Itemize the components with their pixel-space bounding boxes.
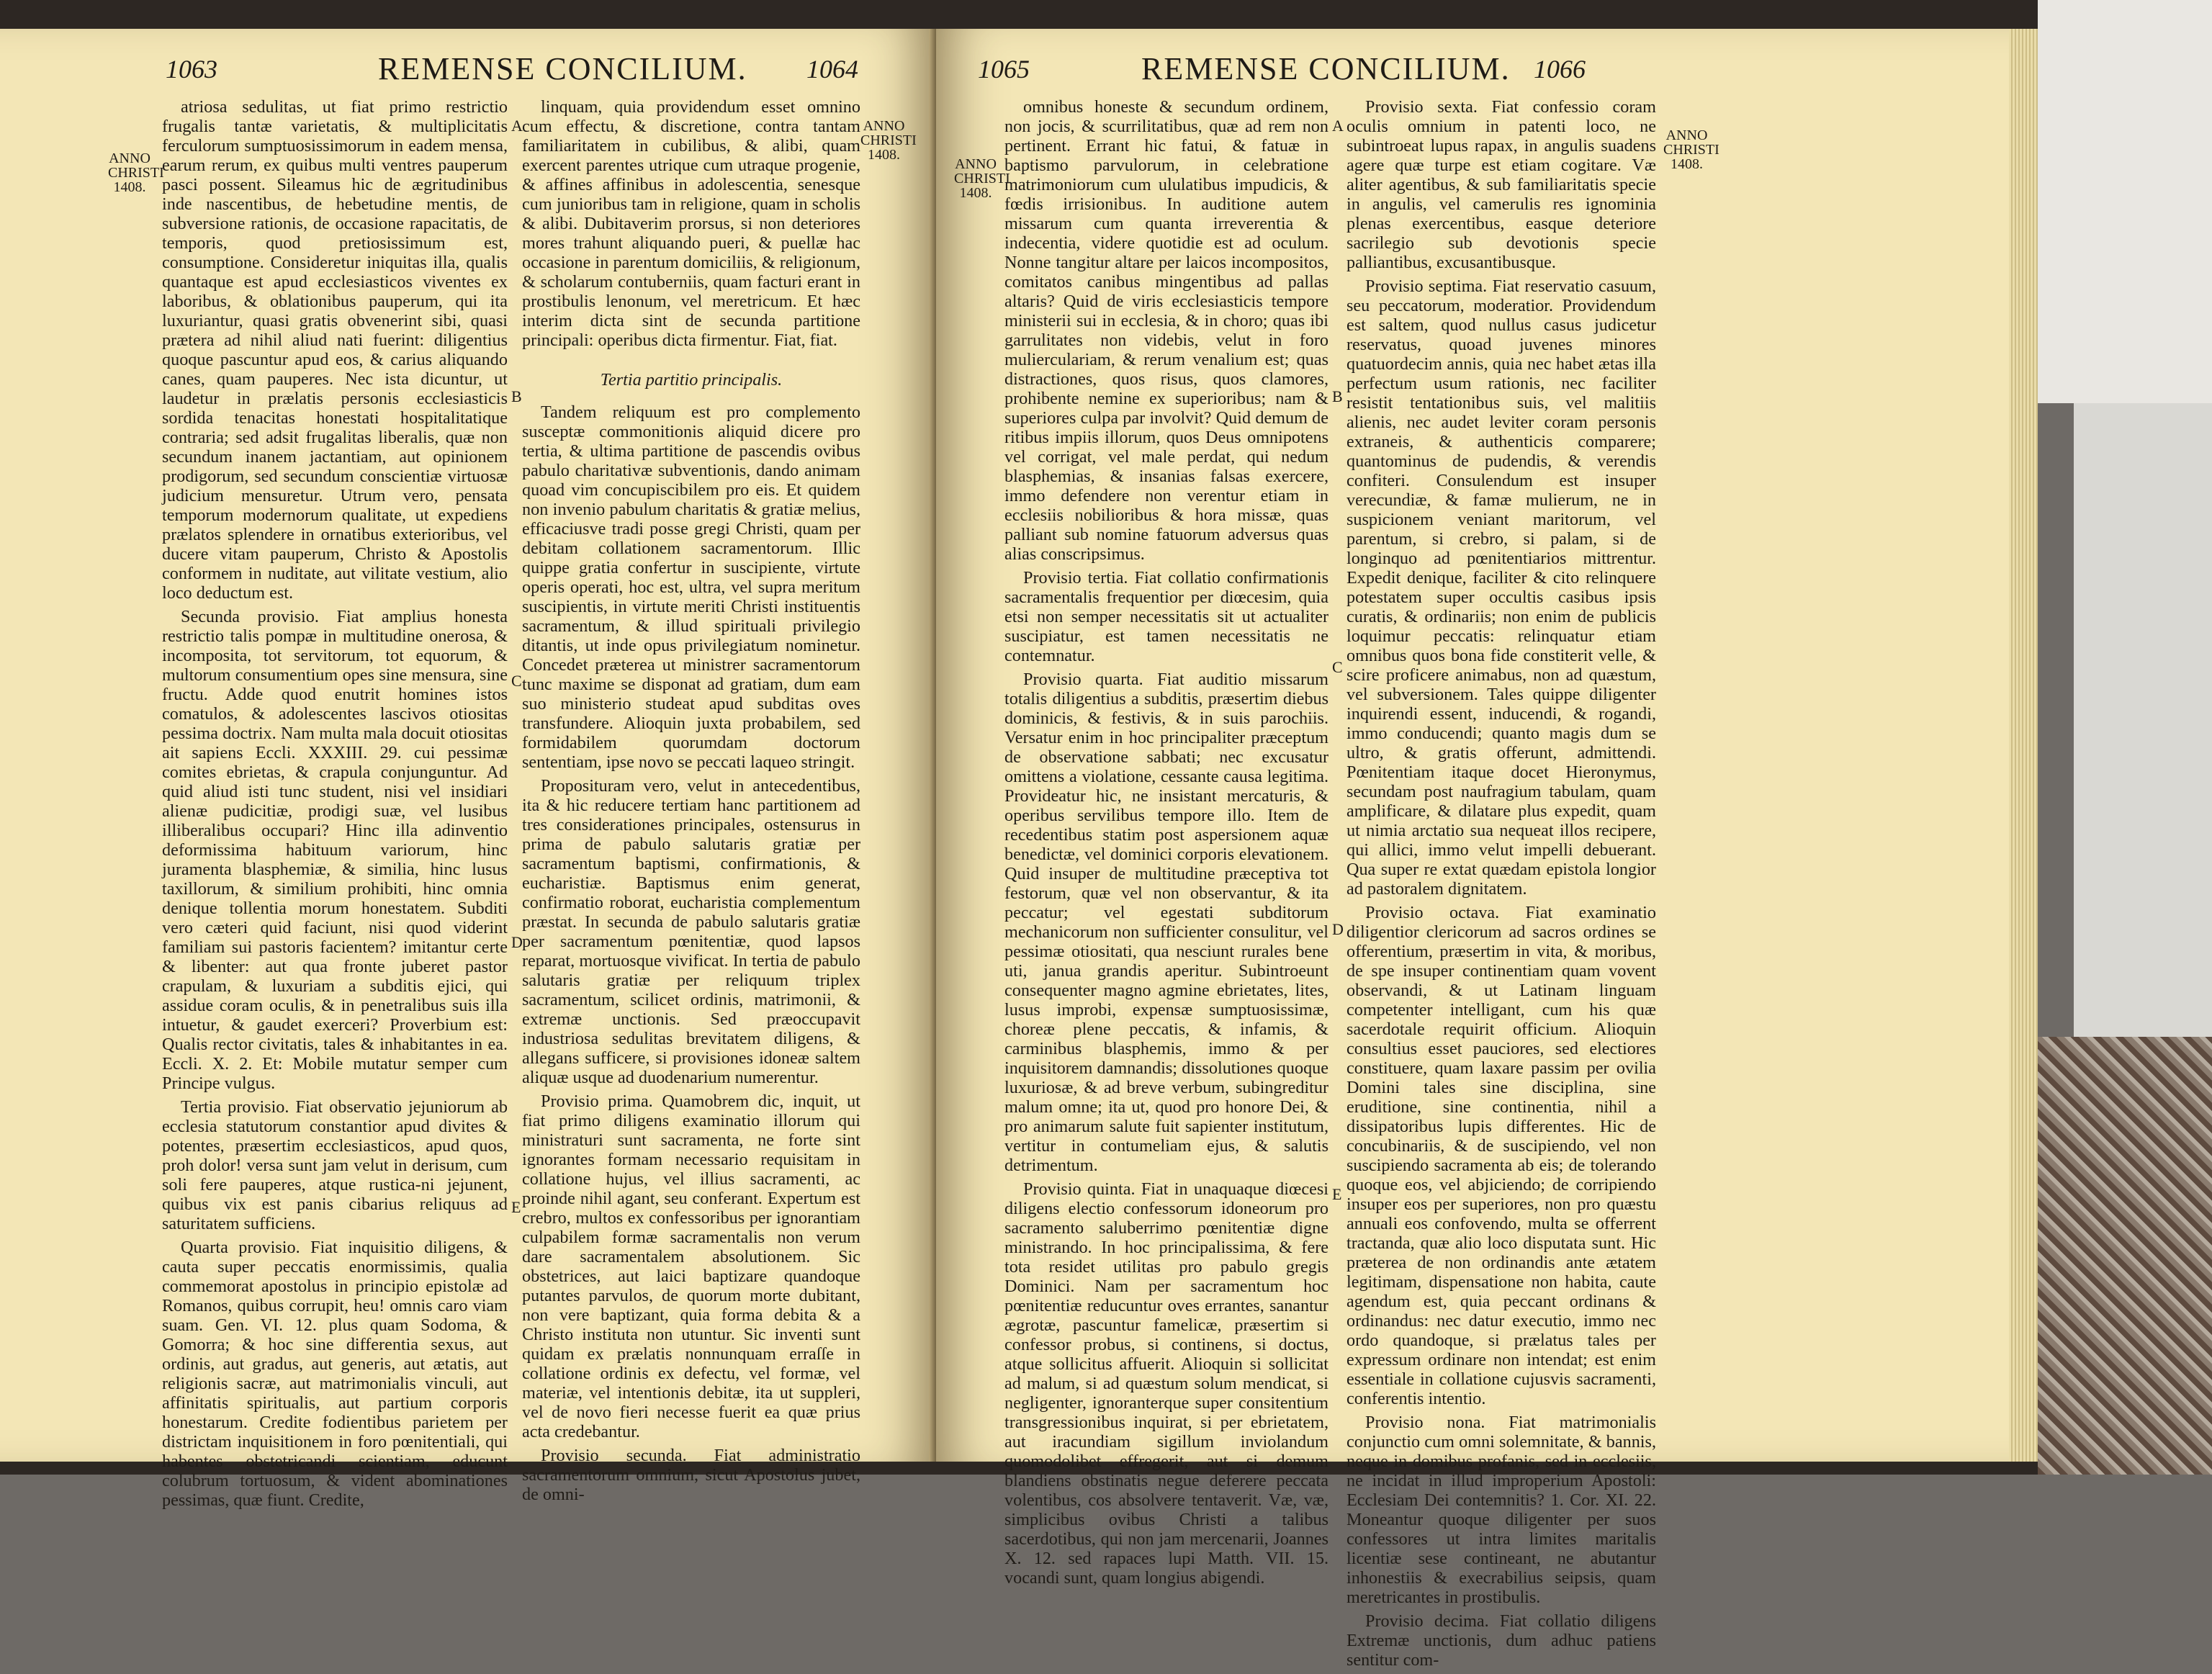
paragraph: Provisio octava. Fiat examinatio diligentior clericorum ad sacros ordines se offerentium, præsertim in vita, & moribus, de spe insuper continentiam quam vovent observandi, & ut Latinam linguam competenter intelligant, cum his quæ sacerdotale requirit officium. Alioquin consultius esset pauciores, sed electiores constituere, quam laxare passim per ovilia Domini tales sine disciplina, sine eruditione, sine continentia, nihil a dissipatoribus lupis differentes. Hic de concubinariis, & de suscipiendo, vel non suscipiendo sacramenta ab eis; de tolerando quoque eos, vel abjiciendo; de corripiendo insuper eos per superiores, non pro quæstu annuali eos confovendo, multa se offerrent tractanda, quæ alio loco disputata sunt. Hic præterea de non ordinandis ante ætatem legitimam, dispensatione non habita, caute agendum est, quia peccant ordinans & ordinandus: nec datur executio, immo nec ordo quandoque, si prælatus tales per expressum ordinare non intendat; est enim essentiale in collatione cujusvis sacramenti, conferentis intentio. bbox=[1346, 903, 1656, 1408]
page-edges bbox=[2009, 29, 2038, 1462]
page-number: 1066 bbox=[1534, 55, 1586, 84]
paragraph: Provisio septima. Fiat reservatio casuum, seu peccatorum, moderatior. Providendum est saltem, quod nullus casus judicetur reservatus, quoad juvenes minores quatuordecim annis, quia nec habet ætas illa perfectum usum rationis, nec faciliter resistit tentationibus suis, vel malitiis alienis, nec audet leviter coram personis extraneis, & authenticis comparere; quantominus de pudendis, & verendis confiteri. Consulendum est insuper verecundiæ, & famæ mulierum, ne in suspicionem veniant maritorum, vel parentum, si crebro, si palam, si de longinquo ad pœnitentiarios mittrentur. Expedit denique, faciliter & cito relinquere potestatem super occultis casibus ipsis curatis, & ordinariis; non enim de publicis loquimur peccatis: relinquatur etiam omnibus quos bona fide constiterit velle, & scire proficere animabus, non ad quæstum, vel subversionem. Tales quippe diligenter inquirendi essent, inducendi, & rogandi, immo conducendi; quanto magis dum se ultro, & gratis offerunt, admittendi. Pœnitentiam itaque docet Hieronymus, secundam post naufragium tabulam, quam amplificare, & dilatare plus expedit, quam ut nimia arctatio sua nequeat illos recipere, qui allici, immo velut impelli debuerant. Qua super re extat quædam epistola longior ad pastoralem dignitatem. bbox=[1346, 276, 1656, 899]
margin-note: ANNO CHRISTI 1408. bbox=[954, 156, 1010, 201]
paragraph: linquam, quia providendum esset omnino cum effectu, & discretione, contra tantam familiaritatem in cubilibus, & alibi, quam exercent parentes utrique cum utraque progenie, & affines affinibus in adolescentia, senesque cum junioribus tam in religione, quam in scholis & alibi. Dubitaverim prorsus, si non deteriores mores trahunt aliquando pueri, & puellæ hac occasione in parentum domiciliis, & religionum, & scholarum contuberniis, quam facturi erant in prostibulis lenonum, vel meretricum. Et hæc interim dicta sint de secunda partitione principali: operibus dicta firmentur. Fiat, fiat. bbox=[522, 97, 860, 350]
section-heading: Tertia partitio principalis. bbox=[600, 370, 783, 390]
text-column-right bbox=[522, 97, 860, 1508]
section-letter: E bbox=[1332, 1185, 1342, 1203]
paragraph: Provisio decima. Fiat collatio diligens Extremæ unctionis, dum adhuc patiens sentitur com- bbox=[1346, 1611, 1656, 1670]
margin-note: ANNO CHRISTI 1408. bbox=[108, 150, 164, 195]
running-head: REMENSE CONCILIUM. bbox=[1141, 51, 1511, 86]
page-number: 1065 bbox=[978, 55, 1030, 84]
section-letter: D bbox=[1332, 920, 1344, 938]
left-page bbox=[0, 29, 932, 1510]
margin-note: ANNO CHRISTI 1408. bbox=[1663, 127, 1719, 172]
section-letter: C bbox=[511, 672, 522, 690]
paragraph: Provisio quinta. Fiat in unaquaque diœcesi diligens electio confessorum idoneorum pro sacramento saluberrimo pœnitentiæ digne ministrando. In hoc principalissima, & fere tota residet utilitas pro pabulo gregis Dominici. Nam per sacramentum hoc pœnitentiæ reducuntur oves errantes, sanantur ægrotæ, pascuntur famelicæ, præsertim si confessor probus, si continens, si doctus, atque sollicitus affuerit. Alioquin si sollicitat ad malum, si ad quæstum solum mendicat, si negligenter, ignoranterque super consitentium transgressionibus inquirat, si per ebrietatem, aut iracundiam sigillum inviolandum quomodolibet effregerit, aut si demum blandiens obstinatis negue deferere peccata volentibus, cos absolvere tentaverit. Væ, væ, simplicibus ovibus Christi a talibus sacerdotibus, qui non jam mercenarii, Joannes X. 12. sed rapaces lupi Matth. VII. 15. vocandi sunt, quam longius abigendi. bbox=[1004, 1179, 1328, 1588]
paragraph: omnibus honeste & secundum ordinem, non jocis, & scurrilitatibus, quæ ad rem non pertinent. Errant hic fatui, & fatuæ in baptismo parvulorum, in celebratione matrimoniorum cum ululatibus impudicis, & fœdis irrisionibus. In auditione autem missarum cum quanta irreverentia & indecentia, videre quotidie est ad oculum. Nonne tangitur altare per laicos incompositos, comitatos canibus mingentibus ad pallas altaris? Quid de viris ecclesiasticis tempore ministerii sui in ecclesia, & in choro; quas ibi garrulitates non videbis, velut in foro mulierculariam, & rerum venalium est; quas distractiones, quos risus, quos clamores, prohibente nemine ex superioribus; nam & superiores culpa par involvit? Quid demum de ritibus impiis illorum, quos Deus omnipotens vel corrigat, vel male perdat, qui nedum blasphemias, & insanias falsas exercere, immo defendere non verentur etiam in ecclesiis nobilioribus & hora missæ, quas palliant sub nomine fatuorum adversus quas alias conscripsimus. bbox=[1004, 97, 1328, 564]
background-paper bbox=[2038, 0, 2212, 403]
section-letter: B bbox=[511, 387, 522, 405]
paragraph: Tertia provisio. Fiat observatio jejuniorum ab ecclesia statutorum constantior apud divites & potentes, præsertim ecclesiasticos, apud quos, proh dolor! versa sunt jam velut in derisum, cum soli fere pauperes, atque rustica-ni jejunent, quibus vix est panis cibarius reliquus ad saturitatem sufficiens. bbox=[162, 1097, 508, 1233]
section-letter: A bbox=[1332, 117, 1344, 135]
section-letter: C bbox=[1332, 658, 1343, 676]
running-head: REMENSE CONCILIUM. bbox=[378, 51, 747, 86]
paragraph: Provisio nona. Fiat matrimonialis conjunctio cum omni solemnitate, & bannis, neque in domibus profanis, sed in ecclesiis, ne incidat in illud improperium Apostoli: Ecclesiam Dei contemnitis? 1. Cor. XI. 22. Moneantur quoque diligenter per suos confessores ut intra limites maritalis licentiæ sese contineant, ne abutantur inhonestiis & execrabilius seipsis, quam meretricantes in prostibulis. bbox=[1346, 1413, 1656, 1607]
section-letter: E bbox=[511, 1198, 521, 1216]
paragraph: Provisio quarta. Fiat auditio missarum totalis diligentius a subditis, præsertim diebus dominicis, & festivis, & in suis parochiis. Versatur enim in hoc principaliter præceptum de observatione sabbati; nec excusatur omittens a violatione, cessante causa legitima. Provideatur hic, ne insistant mercaturis, & operibus servilibus tempore illo. Item de recedentibus statim post aspersionem aquæ benedictæ, vel dominici corporis elevationem. Quid insuper de multitudine præceptiva tot festorum, quæ vel non observantur, & ita peccatur; vel egestati subditorum mechanicorum non sufficienter consulitur, vel pessimæ otiositati, qua nesciunt rurales bene uti, janua grandis aperitur. Subintroeunt consequenter magno agmine ebrietates, lites, lusus improbi, expensæ sumptuosissimæ, choreæ plene peccatis, & infamis, & carminibus blasphemis, immo & per inquisitorem damnandis; dissolutiones quoque luxuriosæ, & ad breve verbum, subingreditur malum omne; ita ut, quod pro honore Dei, & pro animarum salute fuit sapienter institutum, vertitur in contumeliam ejus, & salutis detrimentum. bbox=[1004, 670, 1328, 1175]
page-number: 1063 bbox=[166, 55, 217, 84]
paragraph: Tandem reliquum est pro complemento susceptæ commonitionis aliquid dicere pro tertia, & ultima partitione de pascendis ovibus pabulo charitativæ subventionis, dando animam quoad vim concupiscibilem pro eis. Et quidem non invenio pabulum charitatis & gratiæ melius, efficaciusve tradi posse gregi Christi, quam per debitam collationem sacramentorum. Illic quippe gratia confertur in suscipiente, virtute operis operati, hoc est, ultra, vel supra meritum suscipientis, in virtute meriti Christi instituentis sacramentum, & illud spirituali privilegio ditantis, ut inde opus privilegiatum nominetur. Concedet præterea ut ministrer sacramentorum tunc maxime se disponat ad gratiam, dum eam suo ministerio studeat apud subditas oves transfundere. Alioquin juxta probabilem, sed formidabilem quorumdam doctorum sententiam, ipse novo se peccati laqueo stringit. bbox=[522, 402, 860, 772]
background-carpet bbox=[2038, 1037, 2212, 1475]
paragraph: Secunda provisio. Fiat amplius honesta restrictio talis pompæ in multitudine onerosa, & incomposita, tot servitorum, tot equorum, & multorum consumentium opes sine mensura, sine fructu. Adde quod enutrit homines istos comatulos, & adolescentes lascivos otiositas pessima doctrix. Nam multa mala docuit otiositas ait sapiens Eccli. XXXIII. 29. cui pessimæ comites ebrietas, & crapula conjunguntur. Ad quid aliud isti tunc student, nisi vel insidiari alienæ pudicitiæ, prodigi suæ, vel lusibus illiberalibus occupari? Hinc illa adinventio deformissima habituum variorum, hinc juramenta blasphemiæ, & similia, hinc lusus taxillorum, & similium prohibiti, hinc omnia denique tollentia morum honestatem. Subditi vero cæteri quid faciunt, nisi quod viderint familiam sui pastoris facientem? imitantur certe & libenter: aut qua fronte juberet pastor crapulam, & luxuriam a subditis ejici, qui assidue coram oculis, & in penetralibus suis illa intuetur, & gaudet exerceri? Proverbium est: Qualis rector civitatis, tales & inhabitantes in ea. Eccli. X. 2. Et: Mobile mutatur semper cum Principe vulgus. bbox=[162, 607, 508, 1093]
paragraph: Provisio secunda. Fiat administratio sacramentorum omnium, sicut Apostolus jubet, de omni- bbox=[522, 1446, 860, 1504]
paragraph: Quarta provisio. Fiat inquisitio diligens, & cauta super peccatis enormissimis, qualia commemorat apostolus in principio epistolæ ad Romanos, quibus corrupit, heu! omnis caro viam suam. Gen. VI. 12. plus quam Sodoma, & Gomorra; & hoc sine differentia sexus, aut ordinis, aut gradus, aut generis, aut ætatis, aut religionis sacræ, aut matrimonialis vinculi, aut affinitatis spiritualis, aut partium corporis honestarum. Credite fodientibus parietem per districtam inquisitionem in foro pœnitentiali, qui habentes obstetricandi scientiam, educunt colubrum tortuosum, & vident abominationes pessimas, quæ fiunt. Credite, bbox=[162, 1238, 508, 1510]
paragraph: Proposituram vero, velut in antecedentibus, ita & hic reducere tertiam hanc partitionem ad tres considerationes principales, ostensurus in prima de pabulo salutaris gratiæ per sacramentum baptismi, confirmationis, & eucharistiæ. Baptismus enim generat, confirmatio roborat, eucharistia complementum præstat. In secunda de pabulo salutaris gratiæ per sacramentum pœnitentiæ, quod lapsos reparat, mortuosque vivificat. In tertia de pabulo salutaris gratiæ per reliquum triplex sacramentum, scilicet ordinis, matrimonii, & extremæ unctionis. Sed præoccupavit industriosa sedulitas brevitatem diligens, & allegans sufficere, si provisiones idoneæ saltem aliquæ usque ad duodenarium numerentur. bbox=[522, 776, 860, 1087]
paragraph: atriosa sedulitas, ut fiat primo restrictio frugalis tantæ varietatis, & multiplicitatis ferculorum sumptuosissimorum in eadem mensa, earum rerum, ex quibus multi ventres pauperum pasci possent. Sileamus hic de ægritudinibus inde nascentibus, de hebetudine mentis, de subversione rationis, de occasione rapacitatis, de temporis, quod pretiosissimum est, consumptione. Consideretur iniquitas illa, qualis quantaque est apud ecclesiasticos viventes ex laboribus, & oblationibus pauperum, qui ita luxuriantur, quasi gratis obvenerint sibi, quasi prætera ad nihil aliud nati fuerint: diligentius quoque pascuntur apud eos, & carius aliquando canes, quam pauperes. Nec ista dicuntur, ut laudetur in prælatis personis ecclesiasticis sordida tenacitas honestati hospitalitatique contraria; sed adsit frugalitas liberalis, quæ non secundum inanem jactantiam, aut opinionem prodigorum, sed secundum conscientiæ virtuosæ judicium mensuretur. Utrum vero, pensata temporum modernorum qualitate, ut expediens prælatos splendere in ornatibus exterioribus, vel ducere vitam pauperum, Christo & Apostolis conformem in nuditate, aut vilitate vestium, alio loco deductum est. bbox=[162, 97, 508, 603]
paragraph: Provisio sexta. Fiat confessio coram oculis omnium in patenti loco, ne subintroeat lupus rapax, in angulis suadens agere quæ turpe est etiam cogitare. Væ aliter agentibus, & sub familiaritatis specie in angulis, vel camerulis res ignominia plenas exercentibus, easque deteriore sacrilegio sub devotionis specie palliantibus, excusantibusque. bbox=[1346, 97, 1656, 272]
margin-note: ANNO CHRISTI 1408. bbox=[860, 118, 917, 163]
text-column-right bbox=[1346, 97, 1656, 1674]
paragraph: Provisio prima. Quamobrem dic, inquit, ut fiat primo diligens examinatio illorum qui ministraturi sunt sacramenta, ne forte sint ignorantes formam necessario requisitam in collatione hujus, vel illius sacramenti, ac proinde nihil agant, seu conferant. Expertum est crebro, multos ex confessoribus per ignorantiam culpabilem formæ sacramentalis non verum dare sacramentalem absolutionem. Sic obstetrices, aut laici baptizare quandoque putantes parvulos, de quorum morte dubitant, non vere baptizant, quia forma debita & a Christo instituta non utuntur. Sic inventi sunt quidam ex prælatis nonnunquam erraſſe in collatione ordinis ex defectu, vel formæ, vel materiæ, vel intentionis debitæ, ita ut suppleri, vel de novo fieri necesse fuerit ea quæ prius acta credebantur. bbox=[522, 1092, 860, 1441]
page-number: 1064 bbox=[806, 55, 858, 84]
section-letter: A bbox=[511, 117, 523, 135]
paragraph: Provisio tertia. Fiat collatio confirmationis sacramentalis frequentior per diœcesim, quia etsi non semper necessitatis sit ut actualiter suscipiatur, est tamen necessitatis ne contemnatur. bbox=[1004, 568, 1328, 665]
section-letter: D bbox=[511, 933, 523, 951]
background-paper bbox=[2074, 403, 2212, 1037]
right-page bbox=[936, 29, 2009, 1670]
text-column-left bbox=[1004, 97, 1328, 1592]
text-column-left bbox=[162, 97, 508, 1514]
section-letter: B bbox=[1332, 387, 1343, 405]
